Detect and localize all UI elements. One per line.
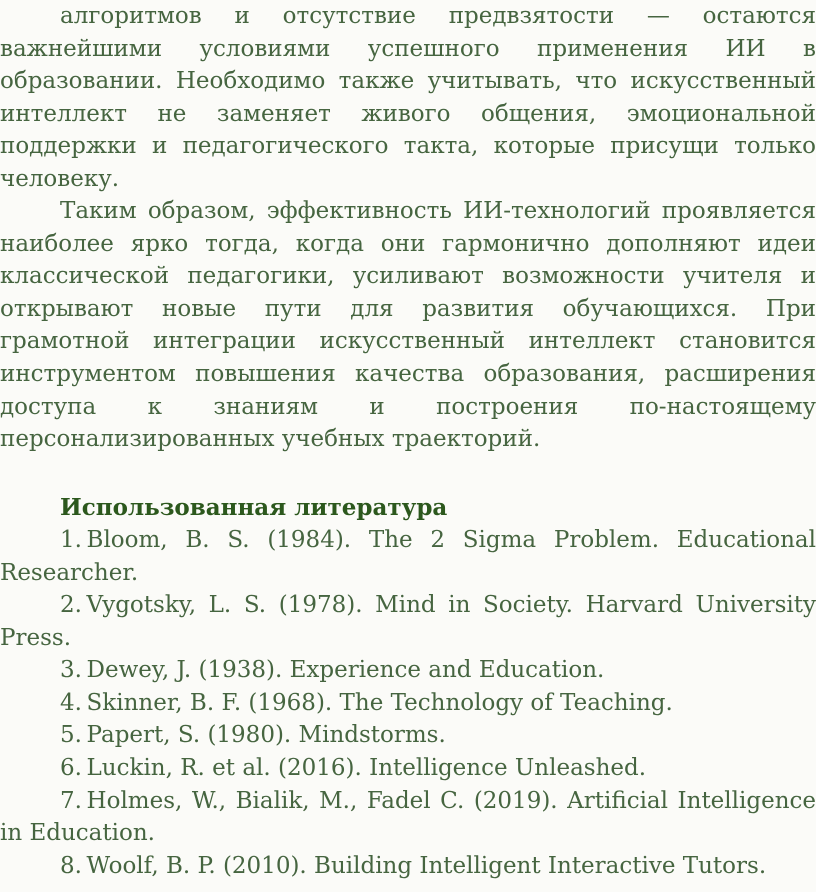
text-line: классической педагогики, усиливают возможности учителя и [0, 263, 816, 290]
text-line: инструментом повышения качества образования, расширения [0, 361, 816, 388]
bibliography-heading [0, 492, 816, 525]
text-line: Таким образом, эффективность ИИ-технологий проявляется [60, 198, 816, 225]
text-line: Press. [0, 624, 71, 651]
text-line: 3. Dewey, J. (1938). Experience and Education. [60, 657, 605, 684]
reference-4 [0, 687, 816, 720]
text-line: 5. Papert, S. (1980). Mindstorms. [60, 722, 446, 749]
reference-2 [0, 589, 816, 654]
text-line: человеку. [0, 165, 120, 192]
reference-1 [0, 524, 816, 589]
text-line: интеллект не заменяет живого общения, эмоциональной [0, 100, 816, 127]
text-line: доступа к знаниям и построения по-настоящему [0, 393, 816, 420]
blank-line [0, 456, 816, 492]
text-line: грамотной интеграции искусственный интеллект становится [0, 328, 816, 355]
reference-3 [0, 654, 816, 687]
text-line: 8. Woolf, B. P. (2010). Building Intelligent Interactive Tutors. [60, 852, 767, 879]
text-line: открывают новые пути для развития обучающихся. При [0, 295, 816, 322]
text-line: 1. Bloom, B. S. (1984). The 2 Sigma Problem. Educational [60, 527, 816, 554]
text-line: образовании. Необходимо также учитывать, что искусственный [0, 68, 816, 95]
text-line: 7. Holmes, W., Bialik, M., Fadel C. (2019). Artificial Intelligence [60, 787, 816, 814]
reference-8 [0, 850, 816, 883]
text-line: важнейшими условиями успешного применения ИИ в [0, 35, 816, 62]
text-line: поддержки и педагогического такта, которые присущи только [0, 133, 816, 160]
reference-6 [0, 752, 816, 785]
reference-7 [0, 785, 816, 850]
paragraph-ai-conditions [0, 0, 816, 195]
paragraph-conclusion [0, 195, 816, 455]
text-line: 4. Skinner, B. F. (1968). The Technology of Teaching. [60, 689, 673, 716]
reference-5 [0, 719, 816, 752]
text-line: персонализированных учебных траекторий. [0, 426, 541, 453]
bibliography-heading-text: Использованная литература [60, 493, 448, 521]
text-line: Researcher. [0, 559, 139, 586]
text-line: in Education. [0, 820, 155, 847]
text-line: наиболее ярко тогда, когда они гармонично дополняют идеи [0, 230, 816, 257]
text-line: 2. Vygotsky, L. S. (1978). Mind in Society. Harvard University [60, 592, 816, 619]
text-line: 6. Luckin, R. et al. (2016). Intelligence Unleashed. [60, 755, 647, 782]
text-line: алгоритмов и отсутствие предвзятости — остаются [60, 3, 816, 29]
